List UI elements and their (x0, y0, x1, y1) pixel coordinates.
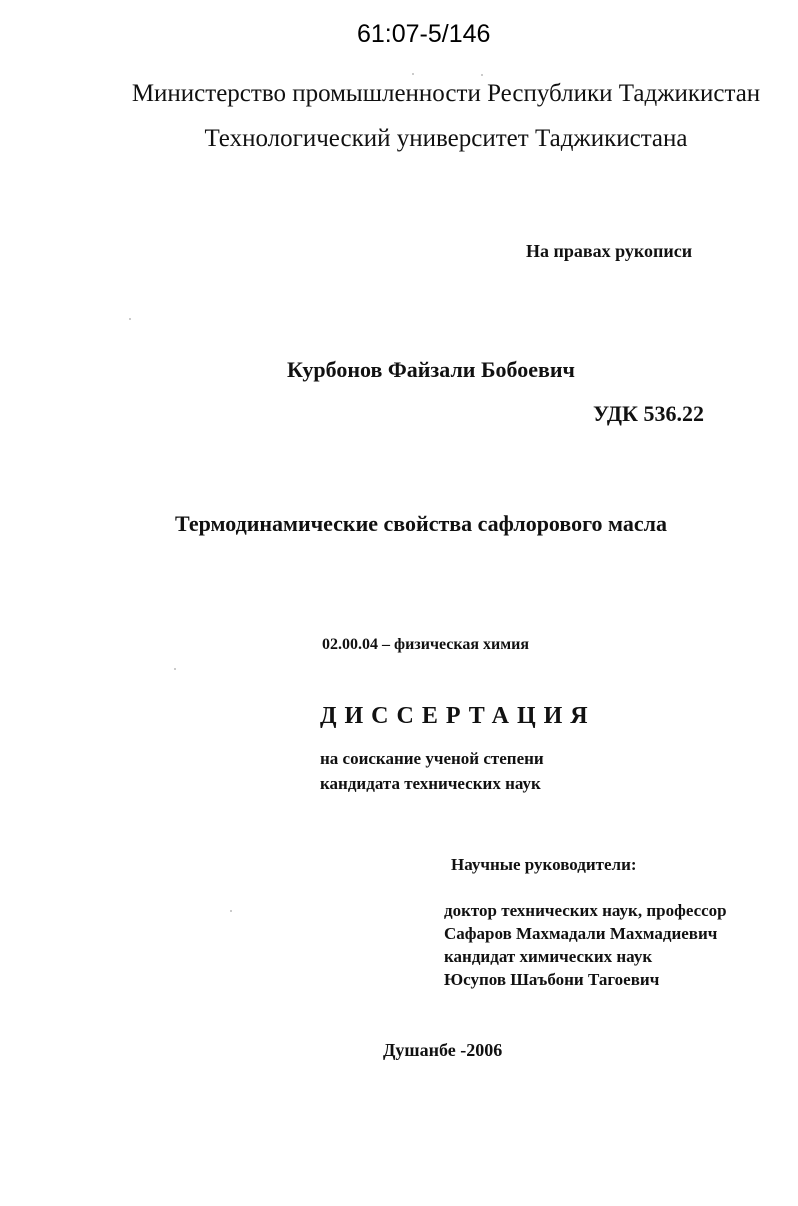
scan-speck (174, 668, 176, 670)
supervisor-line: Юсупов Шаъбони Тагоевич (444, 970, 660, 989)
scan-speck (230, 910, 232, 912)
supervisor-line: доктор технических наук, профессор (444, 901, 727, 920)
university-heading: Технологический университет Таджикистана (204, 125, 688, 152)
archive-code: 61:07-5/146 (357, 20, 491, 48)
specialty-code: 02.00.04 – физическая химия (322, 636, 529, 653)
degree-line-1: на соискание ученой степени (320, 749, 544, 768)
thesis-title: Термодинамические свойства сафлорового масла (175, 511, 668, 536)
ministry-heading: Министерство промышленности Республики Таджикистан (131, 80, 761, 107)
degree-line-2: кандидата технических наук (320, 774, 541, 793)
supervisor-line: кандидат химических наук (444, 947, 653, 966)
udc-code: УДК 536.22 (593, 401, 705, 426)
supervisors-heading: Научные руководители: (451, 855, 637, 874)
scan-speck (412, 73, 414, 75)
supervisor-line: Сафаров Махмадали Махмадиевич (444, 924, 718, 943)
manuscript-note: На правах рукописи (526, 241, 693, 261)
scan-speck (481, 74, 483, 76)
scan-speck (129, 318, 131, 320)
city-year: Душанбе -2006 (383, 1040, 503, 1060)
document-type: ДИССЕРТАЦИЯ (320, 703, 596, 729)
author-name: Курбонов Файзали Бобоевич (287, 357, 575, 382)
